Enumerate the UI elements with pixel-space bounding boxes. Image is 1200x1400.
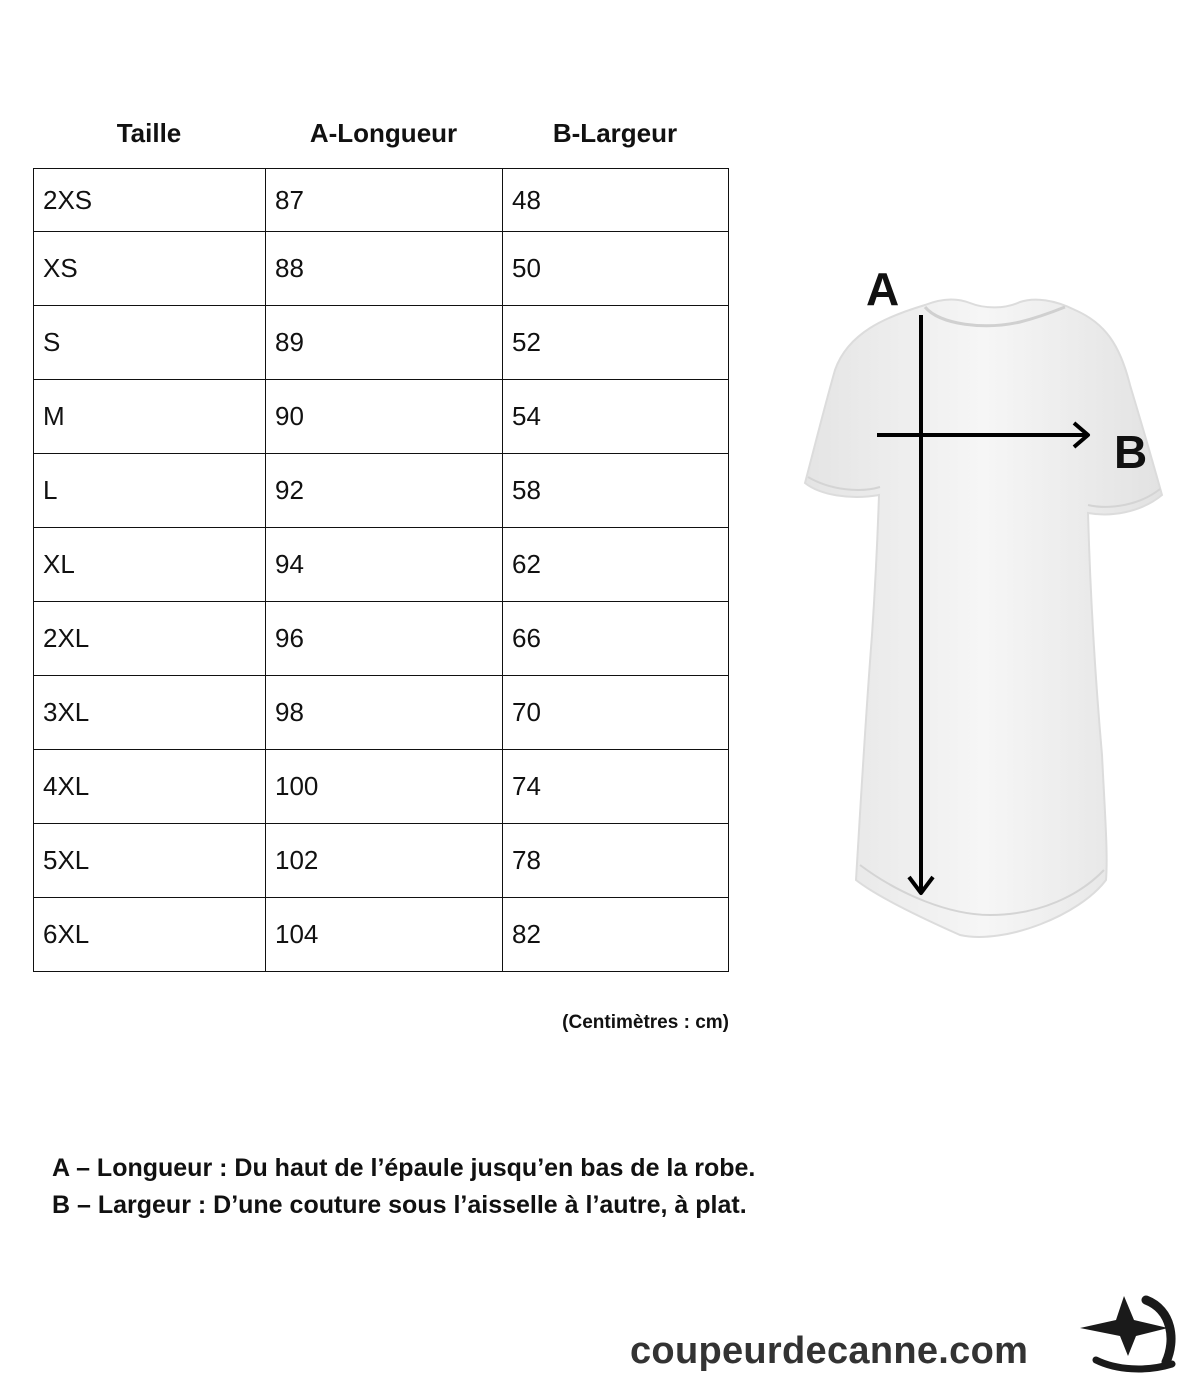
width-cell: 54 — [503, 380, 729, 454]
size-cell: L — [34, 454, 266, 528]
width-cell: 78 — [503, 824, 729, 898]
length-cell: 89 — [266, 306, 503, 380]
size-cell: 3XL — [34, 676, 266, 750]
width-cell: 62 — [503, 528, 729, 602]
header-longueur: A-Longueur — [309, 118, 458, 148]
width-cell: 70 — [503, 676, 729, 750]
table-header-row — [0, 118, 760, 154]
label-b: B — [1114, 426, 1148, 478]
header-taille: Taille — [116, 118, 182, 148]
measurement-legend — [52, 1150, 755, 1224]
width-cell: 74 — [503, 750, 729, 824]
label-a: A — [866, 263, 900, 315]
size-cell: 5XL — [34, 824, 266, 898]
width-cell: 58 — [503, 454, 729, 528]
length-cell: 104 — [266, 898, 503, 972]
width-cell: 52 — [503, 306, 729, 380]
dress-shape — [805, 299, 1162, 937]
table-row — [34, 232, 729, 306]
unit-note: (Centimètres : cm) — [562, 1012, 729, 1033]
legend-b: B – Largeur : D’une couture sous l’aisselle à l’autre, à plat. — [52, 1191, 747, 1219]
size-cell: XL — [34, 528, 266, 602]
size-cell: 2XL — [34, 602, 266, 676]
table-row — [34, 454, 729, 528]
dress-diagram — [790, 255, 1190, 955]
size-cell: 4XL — [34, 750, 266, 824]
length-cell: 87 — [266, 169, 503, 232]
table-row — [34, 306, 729, 380]
size-table — [33, 168, 729, 972]
shark-logo-icon — [1076, 1290, 1184, 1380]
legend-a: A – Longueur : Du haut de l’épaule jusqu’en bas de la robe. — [52, 1154, 756, 1182]
size-cell: S — [34, 306, 266, 380]
length-cell: 94 — [266, 528, 503, 602]
length-cell: 100 — [266, 750, 503, 824]
table-row — [34, 169, 729, 232]
size-cell: XS — [34, 232, 266, 306]
length-cell: 96 — [266, 602, 503, 676]
size-cell: M — [34, 380, 266, 454]
table-row — [34, 824, 729, 898]
length-cell: 102 — [266, 824, 503, 898]
width-cell: 48 — [503, 169, 729, 232]
site-url: coupeurdecanne.com — [630, 1330, 1029, 1372]
table-row — [34, 380, 729, 454]
length-cell: 98 — [266, 676, 503, 750]
table-row — [34, 898, 729, 972]
table-row — [34, 676, 729, 750]
table-row — [34, 750, 729, 824]
width-cell: 82 — [503, 898, 729, 972]
table-row — [34, 602, 729, 676]
length-cell: 90 — [266, 380, 503, 454]
width-cell: 50 — [503, 232, 729, 306]
length-cell: 92 — [266, 454, 503, 528]
table-row — [34, 528, 729, 602]
size-cell: 2XS — [34, 169, 266, 232]
length-cell: 88 — [266, 232, 503, 306]
size-cell: 6XL — [34, 898, 266, 972]
header-largeur: B-Largeur — [552, 118, 678, 148]
width-cell: 66 — [503, 602, 729, 676]
